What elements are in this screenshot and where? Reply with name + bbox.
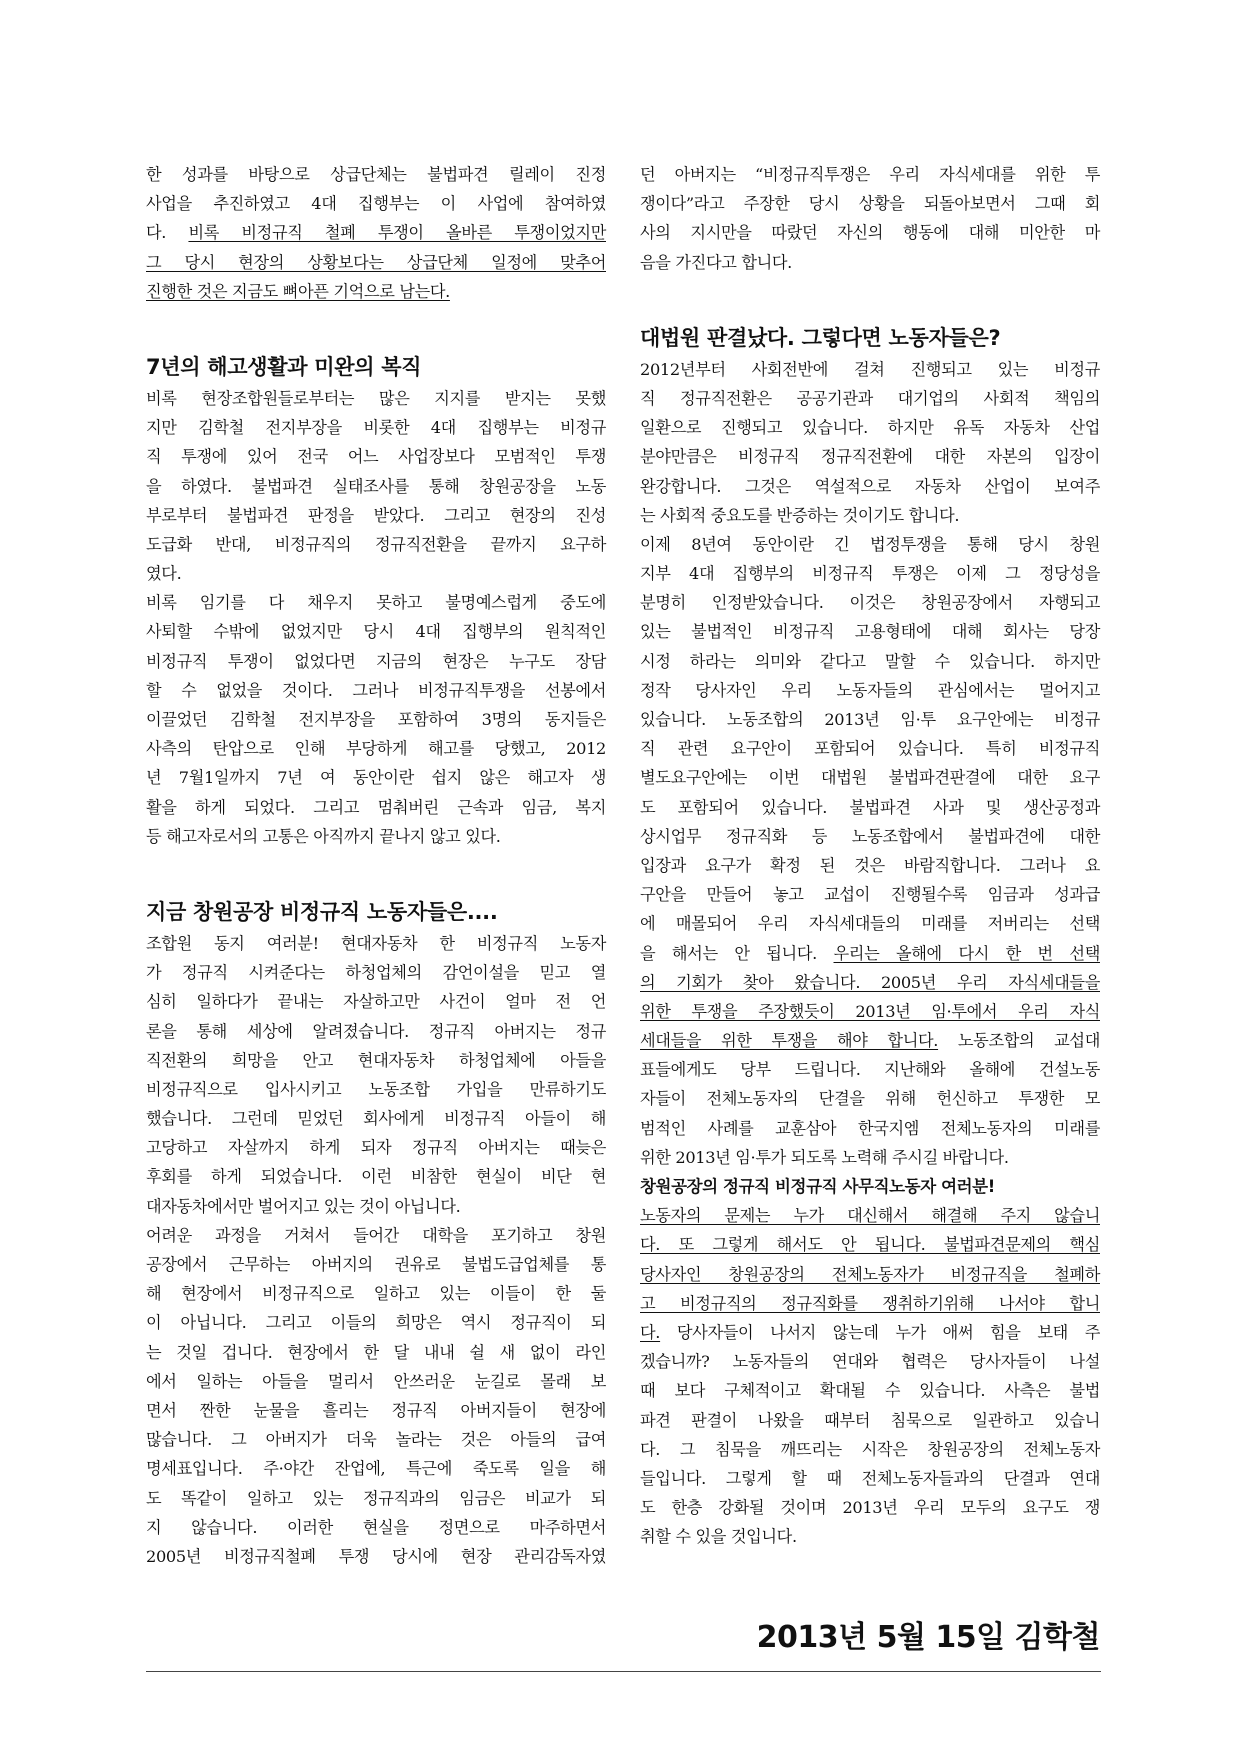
body-line: 지만 김학철 전지부장을 비롯한 4대 집행부는 비정규 [146, 418, 606, 438]
body-line: 때 보다 구체적이고 확대될 수 있습니다. 사측은 불법 [640, 1381, 1100, 1401]
body-line: 많습니다. 그 아버지가 더욱 놀라는 것은 아들의 급여 [146, 1430, 606, 1450]
body-line: 했습니다. 그런데 믿었던 회사에게 비정규직 아들이 해 [146, 1109, 606, 1129]
body-line: 조합원 동지 여러분! 현대자동차 한 비정규직 노동자 [146, 933, 606, 953]
body-line: 분야만큼은 비정규직 정규직전환에 대한 자본의 입장이 [640, 447, 1100, 467]
body-line: 직 투쟁에 있어 전국 어느 사업장보다 모범적인 투쟁 [146, 447, 606, 467]
body-line: 을 해서는 안 됩니다. 우리는 올해에 다시 한 번 선택 [640, 943, 1100, 963]
body-line: 사측의 탄압으로 인해 부당하게 해고를 당했고, 2012 [146, 739, 606, 759]
underlined-text: 위한 투쟁을 주장했듯이 2013년 임·투에서 우리 자식 [640, 1001, 1100, 1021]
body-line: 세대들을 위한 투쟁을 해야 합니다. 노동조합의 교섭대 [640, 1031, 1101, 1051]
body-line: 직 정규직전환은 공공기관과 대기업의 사회적 책임의 [640, 388, 1100, 408]
body-line: 도 똑같이 일하고 있는 정규직과의 임금은 비교가 되 [146, 1488, 606, 1508]
body-line: 상시업무 정규직화 등 노동조합에서 불법파견에 대한 [640, 826, 1100, 846]
body-line: 이끌었던 김학철 전지부장을 포함하여 3명의 동지들은 [146, 710, 606, 729]
body-line: 일환으로 진행되고 있습니다. 하지만 유독 자동차 산업 [640, 418, 1100, 438]
underlined-text: 다. 또 그렇게 해서도 안 됩니다. 불법파견문제의 핵심 [640, 1235, 1100, 1255]
body-line: 들입니다. 그렇게 할 때 전체노동자들과의 단결과 연대 [640, 1468, 1100, 1488]
body-line: 분명히 인정받았습니다. 이것은 창원공장에서 자행되고 [640, 593, 1100, 613]
body-line: 사업을 추진하였고 4대 집행부는 이 사업에 참여하였 [146, 194, 606, 214]
body-line [640, 1230, 1100, 1259]
body-line: 2012년부터 사회전반에 걸쳐 진행되고 있는 비정규 [640, 359, 1100, 379]
body-line: 별도요구안에는 이번 대법원 불법파견판결에 대한 요구 [640, 768, 1100, 788]
body-line: 다. 당사자들이 나서지 않는데 누가 애써 힘을 보태 주 [640, 1322, 1100, 1342]
body-line: 심히 일하다가 끝내는 자살하고만 사건이 얼마 전 언 [146, 992, 606, 1012]
body-line: 비록 임기를 다 채우지 못하고 불명예스럽게 중도에 [146, 593, 606, 613]
body-line: 직전환의 희망을 안고 현대자동차 하청업체에 아들을 [146, 1050, 606, 1070]
body-line: 활을 하게 되었다. 그리고 멈춰버린 근속과 임금, 복지 [146, 797, 606, 817]
body-line: 에 매몰되어 우리 자식세대들의 미래를 저버리는 선택 [640, 914, 1100, 934]
body-line: 표들에게도 당부 드립니다. 지난해와 올해에 건설노동 [640, 1060, 1100, 1080]
body-line [640, 968, 1100, 997]
underlined-text: 의 기회가 찾아 왔습니다. 2005년 우리 자식세대들을 [640, 972, 1100, 992]
body-line: 음을 가진다고 합니다. [640, 252, 792, 272]
body-line: 공장에서 근무하는 아버지의 권유로 불법도급업체를 통 [146, 1255, 606, 1274]
right-column [640, 160, 1100, 1551]
body-line: 다. 비록 비정규직 철폐 투쟁이 올바른 투쟁이었지만 [146, 223, 606, 243]
body-line: 쟁이다”라고 주장한 당시 상황을 되돌아보면서 그때 회 [640, 194, 1100, 214]
body-line: 자들이 전체노동자의 단결을 위해 헌신하고 투쟁한 모 [640, 1089, 1100, 1109]
body-line [640, 1289, 1100, 1318]
underlined-text: 노동자의 문제는 누가 대신해서 해결해 주지 않습니 [640, 1206, 1100, 1226]
body-line: 한 성과를 바탕으로 상급단체는 불법파견 릴레이 진정 [146, 165, 606, 184]
body-line: 사퇴할 수밖에 없었지만 당시 4대 집행부의 원칙적인 [146, 622, 606, 642]
body-line: 도 한층 강화될 것이며 2013년 우리 모두의 요구도 쟁 [640, 1498, 1100, 1518]
body-line: 범적인 사례를 교훈삼아 한국지엠 전체노동자의 미래를 [640, 1118, 1100, 1138]
body-line: 구안을 만들어 놓고 교섭이 진행될수록 임금과 성과급 [640, 885, 1100, 905]
body-line: 이제 8년여 동안이란 긴 법정투쟁을 통해 당시 창원 [640, 534, 1100, 554]
section-title: 7년의 해고생활과 미완의 복직 [146, 354, 422, 379]
body-line: 부로부터 불법파견 판정을 받았다. 그리고 현장의 진성 [146, 505, 606, 525]
underlined-text: 그 당시 현장의 상황보다는 상급단체 일정에 맞추어 [146, 252, 606, 272]
body-line: 을 하였다. 불법파견 실태조사를 통해 창원공장을 노동 [146, 476, 606, 496]
body-line [146, 248, 606, 277]
body-line: 취할 수 있을 것입니다. [640, 1527, 797, 1547]
body-line: 론을 통해 세상에 알려졌습니다. 정규직 아버지는 정규 [146, 1021, 606, 1041]
body-line: 있습니다. 노동조합의 2013년 임·투 요구안에는 비정규 [640, 710, 1100, 729]
body-line: 입장과 요구가 확정 된 것은 바람직합니다. 그러나 요 [640, 855, 1100, 875]
body-line: 였다. [146, 564, 182, 584]
underlined-text: 다. [640, 1322, 661, 1342]
body-line: 겠습니까? 노동자들의 연대와 협력은 당사자들이 나설 [640, 1352, 1100, 1372]
underlined-text: 우리는 올해에 다시 한 번 선택 [833, 943, 1100, 963]
body-line: 고당하고 자살까지 하게 되자 정규직 아버지는 때늦은 [146, 1138, 606, 1158]
body-line: 도급화 반대, 비정규직의 정규직전환을 끝까지 요구하 [146, 534, 606, 554]
body-line: 지부 4대 집행부의 비정규직 투쟁은 이제 그 정당성을 [640, 564, 1100, 584]
body-line: 사의 지시만을 따랐던 자신의 행동에 대해 미안한 마 [640, 223, 1100, 243]
body-line: 비정규직 투쟁이 없었다면 지금의 현장은 누구도 장담 [146, 651, 606, 671]
body-line: 등 해고자로서의 고통은 아직까지 끝나지 않고 있다. [146, 826, 501, 846]
underlined-text: 당사자인 창원공장의 전체노동자가 비정규직을 철폐하 [640, 1264, 1100, 1284]
section-subtitle: 창원공장의 정규직 비정규직 사무직노동자 여러분! [640, 1177, 995, 1196]
body-line [146, 277, 606, 306]
body-line: 있는 불법적인 비정규직 고용형태에 대해 회사는 당장 [640, 622, 1100, 642]
body-line: 시정 하라는 의미와 같다고 말할 수 있습니다. 하지만 [640, 651, 1100, 671]
body-line: 비정규직으로 입사시키고 노동조합 가입을 만류하기도 [146, 1079, 606, 1099]
body-line: 위한 2013년 임·투가 되도록 노력해 주시길 바랍니다. [640, 1147, 1009, 1167]
body-line: 비록 현장조합원들로부터는 많은 지지를 받지는 못했 [146, 388, 606, 408]
body-line: 해 현장에서 비정규직으로 일하고 있는 이들이 한 둘 [146, 1284, 606, 1304]
body-line: 2005년 비정규직철폐 투쟁 당시에 현장 관리감독자였 [146, 1546, 606, 1566]
underlined-text: 비록 비정규직 철폐 투쟁이 올바른 투쟁이었지만 [188, 223, 606, 243]
left-column [146, 160, 606, 1571]
body-line: 명세표입니다. 주·야간 잔업에, 특근에 죽도록 일을 해 [146, 1459, 606, 1479]
body-line: 는 사회적 중요도를 반증하는 것이기도 합니다. [640, 505, 960, 525]
body-line: 던 아버지는 “비정규직투쟁은 우리 자식세대를 위한 투 [640, 165, 1100, 184]
underlined-text: 세대들을 위한 투쟁을 해야 합니다. [640, 1031, 939, 1051]
body-line: 후회를 하게 되었습니다. 이런 비참한 현실이 비단 현 [146, 1167, 606, 1187]
body-line: 에서 일하는 아들을 멀리서 안쓰러운 눈길로 몰래 보 [146, 1371, 606, 1391]
body-line: 직 관련 요구안이 포함되어 있습니다. 특히 비정규직 [640, 739, 1100, 759]
bottom-divider [146, 1671, 1101, 1672]
body-line: 이 아닙니다. 그리고 이들의 희망은 역시 정규직이 되 [146, 1313, 606, 1333]
body-line: 지 않습니다. 이러한 현실을 정면으로 마주하면서 [146, 1517, 606, 1537]
underlined-text: 고 비정규직의 정규직화를 쟁취하기위해 나서야 합니 [640, 1293, 1100, 1313]
body-line: 완강합니다. 그것은 역설적으로 자동차 산업이 보여주 [640, 476, 1100, 496]
section-title: 지금 창원공장 비정규직 노동자들은.... [146, 899, 498, 924]
underlined-text: 진행한 것은 지금도 뼈아픈 기억으로 남는다. [146, 281, 450, 301]
body-line: 면서 짠한 눈물을 흘리는 정규직 아버지들이 현장에 [146, 1400, 606, 1420]
body-line [640, 1260, 1100, 1289]
body-line: 도 포함되어 있습니다. 불법파견 사과 및 생산공정과 [640, 797, 1100, 817]
body-line: 다. 그 침묵을 깨뜨리는 시작은 창원공장의 전체노동자 [640, 1439, 1100, 1459]
signature-date-author: 2013년 5월 15일 김학철 [756, 1620, 1100, 1655]
body-line [640, 1201, 1100, 1230]
body-line: 대자동차에서만 벌어지고 있는 것이 아닙니다. [146, 1196, 461, 1216]
body-line: 어려운 과정을 거쳐서 들어간 대학을 포기하고 창원 [146, 1225, 606, 1245]
body-line [640, 997, 1100, 1026]
body-line: 가 정규직 시켜준다는 하청업체의 감언이설을 믿고 열 [146, 963, 606, 983]
body-line: 정작 당사자인 우리 노동자들의 관심에서는 멀어지고 [640, 680, 1100, 700]
body-line: 년 7월1일까지 7년 여 동안이란 쉽지 않은 해고자 생 [146, 768, 606, 788]
body-line: 파견 판결이 나왔을 때부터 침묵으로 일관하고 있습니 [640, 1410, 1100, 1430]
section-title: 대법원 판결났다. 그렇다면 노동자들은? [640, 325, 1001, 350]
body-line: 할 수 없었을 것이다. 그러나 비정규직투쟁을 선봉에서 [146, 680, 606, 700]
body-line: 는 것일 겁니다. 현장에서 한 달 내내 쉴 새 없이 라인 [146, 1342, 606, 1362]
